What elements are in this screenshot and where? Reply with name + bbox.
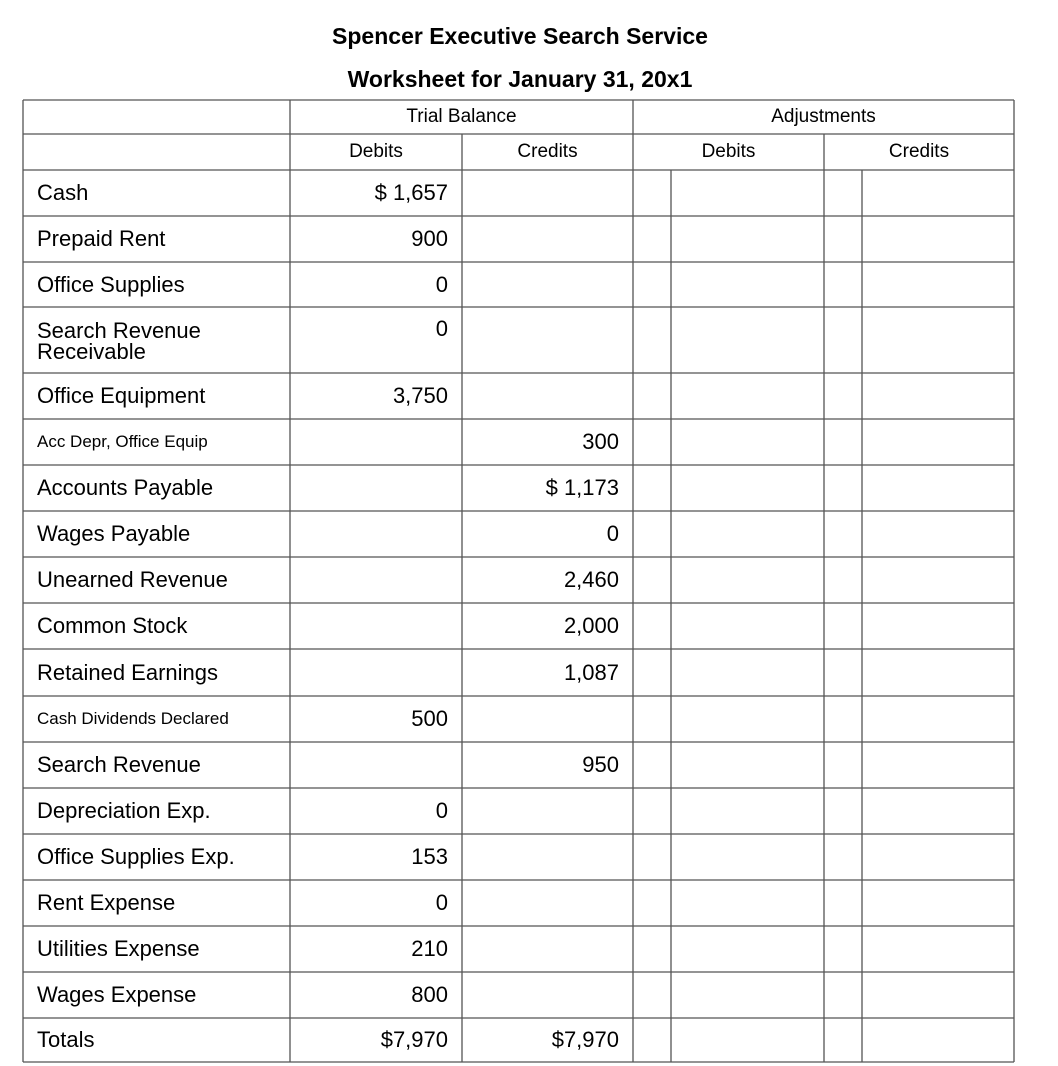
account-name: Search Revenue: [37, 752, 201, 777]
worksheet-subtitle: Worksheet for January 31, 20x1: [347, 66, 693, 92]
adj-credit-cell[interactable]: [862, 696, 1014, 742]
adj-credit-ref-cell[interactable]: [824, 373, 862, 419]
adj-credit-cell[interactable]: [862, 307, 1014, 373]
adj-credit-cell[interactable]: [862, 880, 1014, 926]
adj-credit-ref-cell[interactable]: [824, 696, 862, 742]
trial-balance-credit: [462, 170, 633, 216]
adj-debit-ref-cell[interactable]: [633, 262, 671, 307]
trial-balance-debit: 0: [435, 798, 448, 823]
adj-debit-cell[interactable]: [671, 696, 824, 742]
adj-debit-ref-cell[interactable]: [633, 926, 671, 972]
adj-credit-ref-cell[interactable]: [824, 511, 862, 557]
adj-debit-cell[interactable]: [671, 307, 824, 373]
adj-debit-cell[interactable]: [671, 465, 824, 511]
trial-balance-credit: [462, 373, 633, 419]
account-name: Cash: [37, 180, 89, 205]
adj-credit-cell[interactable]: [862, 419, 1014, 465]
trial-balance-debit: 153: [411, 844, 448, 869]
adj-credit-cell[interactable]: [862, 557, 1014, 603]
adj-debit-ref-cell[interactable]: [633, 465, 671, 511]
adj-debit-ref-cell[interactable]: [633, 834, 671, 880]
adj-credit-ref-cell[interactable]: [824, 216, 862, 262]
adj-credit-ref-cell[interactable]: [824, 557, 862, 603]
trial-balance-debit: [290, 603, 462, 649]
adj-credit-ref-cell[interactable]: [824, 262, 862, 307]
adj-debit-ref-cell[interactable]: [633, 603, 671, 649]
adj-debit-ref-cell[interactable]: [633, 307, 671, 373]
adj-debit-ref-cell[interactable]: [633, 557, 671, 603]
adj-credit-cell[interactable]: [862, 373, 1014, 419]
account-name: Wages Expense: [37, 982, 197, 1007]
adj-debit-cell[interactable]: [671, 603, 824, 649]
trial-balance-debit: $7,970: [380, 1027, 448, 1052]
adj-credit-cell[interactable]: [862, 972, 1014, 1018]
adj-credit-ref-cell[interactable]: [824, 880, 862, 926]
account-name: Prepaid Rent: [37, 226, 166, 251]
adj-credit-cell[interactable]: [862, 216, 1014, 262]
adj-credit-ref-cell[interactable]: [824, 465, 862, 511]
adj-debit-ref-cell[interactable]: [633, 373, 671, 419]
adj-debit-cell[interactable]: [671, 373, 824, 419]
adj-credit-ref-cell[interactable]: [824, 926, 862, 972]
account-name: Accounts Payable: [37, 475, 214, 500]
adj-debit-cell[interactable]: [671, 170, 824, 216]
adj-debit-cell[interactable]: [671, 216, 824, 262]
adj-debit-ref-cell[interactable]: [633, 742, 671, 788]
adj-credit-cell[interactable]: [862, 1018, 1014, 1062]
trial-balance-credit: $ 1,173: [545, 475, 619, 500]
adj-debit-ref-cell[interactable]: [633, 696, 671, 742]
trial-balance-credit: [462, 834, 633, 880]
adj-debit-ref-cell[interactable]: [633, 788, 671, 834]
adj-debit-ref-cell[interactable]: [633, 649, 671, 696]
trial-balance-credit: [462, 216, 633, 262]
adj-credits-header: Credits: [888, 141, 950, 162]
trial-balance-debit: 500: [411, 706, 448, 731]
trial-balance-credit: 2,000: [563, 613, 619, 638]
trial-balance-credit: 1,087: [563, 659, 619, 685]
adj-debit-cell[interactable]: [671, 880, 824, 926]
adj-debits-header: Debits: [701, 141, 756, 162]
adj-debit-cell[interactable]: [671, 1018, 824, 1062]
adj-debit-ref-cell[interactable]: [633, 972, 671, 1018]
adj-credit-ref-cell[interactable]: [824, 788, 862, 834]
trial-balance-debit: [290, 649, 462, 696]
worksheet-title: Spencer Executive Search Service: [332, 23, 708, 49]
adj-credit-ref-cell[interactable]: [824, 649, 862, 696]
adj-credit-ref-cell[interactable]: [824, 419, 862, 465]
adj-debit-ref-cell[interactable]: [633, 511, 671, 557]
trial-balance-debit: [290, 419, 462, 465]
adj-credit-cell[interactable]: [862, 603, 1014, 649]
adj-debit-cell[interactable]: [671, 972, 824, 1018]
adj-debit-cell[interactable]: [671, 262, 824, 307]
account-name: Totals: [37, 1027, 95, 1052]
adj-credit-ref-cell[interactable]: [824, 307, 862, 373]
trial-balance-debit: [290, 511, 462, 557]
adjustments-header: Adjustments: [771, 106, 876, 127]
adj-credit-ref-cell[interactable]: [824, 603, 862, 649]
adj-debit-cell[interactable]: [671, 649, 824, 696]
trial-balance-debit: [290, 742, 462, 788]
account-name: Office Supplies: [37, 271, 185, 297]
adj-debit-ref-cell[interactable]: [633, 1018, 671, 1062]
account-name: Office Supplies Exp.: [37, 844, 235, 869]
adj-credit-ref-cell[interactable]: [824, 972, 862, 1018]
adj-debit-ref-cell[interactable]: [633, 419, 671, 465]
trial-balance-credit: 0: [606, 521, 619, 546]
adj-debit-cell[interactable]: [671, 511, 824, 557]
tb-credits-header: Credits: [517, 141, 578, 162]
adj-debit-ref-cell[interactable]: [633, 216, 671, 262]
trial-balance-debit: $ 1,657: [374, 180, 448, 205]
account-name: Rent Expense: [37, 890, 176, 915]
trial-balance-debit: 800: [411, 982, 448, 1007]
account-name: Retained Earnings: [37, 659, 219, 685]
trial-balance-debit: 0: [435, 890, 448, 915]
trial-balance-credit: 2,460: [563, 567, 619, 592]
trial-balance-credit: [462, 307, 633, 373]
trial-balance-credit: [462, 262, 633, 307]
trial-balance-header: Trial Balance: [406, 106, 517, 127]
trial-balance-debit: 210: [411, 936, 448, 961]
account-name: Wages Payable: [37, 521, 191, 546]
adj-debit-cell[interactable]: [671, 742, 824, 788]
adj-credit-ref-cell[interactable]: [824, 834, 862, 880]
account-name: Depreciation Exp.: [37, 798, 211, 823]
trial-balance-credit: [462, 880, 633, 926]
adj-debit-cell[interactable]: [671, 788, 824, 834]
trial-balance-credit: [462, 972, 633, 1018]
trial-balance-debit: 3,750: [392, 383, 448, 408]
adj-credit-cell[interactable]: [862, 742, 1014, 788]
trial-balance-debit: [290, 557, 462, 603]
trial-balance-debit: 900: [411, 226, 448, 251]
adj-debit-cell[interactable]: [671, 834, 824, 880]
account-name: Acc Depr, Office Equip: [37, 432, 208, 451]
trial-balance-debit: 0: [435, 271, 448, 297]
trial-balance-credit: [462, 696, 633, 742]
adj-credit-cell[interactable]: [862, 788, 1014, 834]
adj-credit-cell[interactable]: [862, 262, 1014, 307]
trial-balance-credit: $7,970: [551, 1027, 619, 1052]
adj-credit-cell[interactable]: [862, 649, 1014, 696]
adj-debit-ref-cell[interactable]: [633, 880, 671, 926]
adj-debit-ref-cell[interactable]: [633, 170, 671, 216]
account-name: Utilities Expense: [37, 936, 200, 961]
trial-balance-debit: 0: [435, 316, 448, 341]
adj-credit-cell[interactable]: [862, 465, 1014, 511]
adj-credit-cell[interactable]: [862, 511, 1014, 557]
adj-debit-cell[interactable]: [671, 926, 824, 972]
tb-debits-header: Debits: [349, 141, 403, 162]
account-name: Unearned Revenue: [37, 567, 228, 592]
adj-credit-ref-cell[interactable]: [824, 742, 862, 788]
trial-balance-credit: 300: [582, 429, 619, 454]
trial-balance-debit: [290, 465, 462, 511]
adj-credit-cell[interactable]: [862, 170, 1014, 216]
trial-balance-credit: [462, 926, 633, 972]
adj-credit-ref-cell[interactable]: [824, 1018, 862, 1062]
account-name: Cash Dividends Declared: [37, 709, 229, 728]
trial-balance-credit: 950: [582, 752, 619, 777]
account-name: Search Revenue Receivable: [37, 318, 201, 364]
account-name: Office Equipment: [37, 383, 206, 408]
account-name: Common Stock: [37, 613, 188, 638]
adj-credit-cell[interactable]: [862, 834, 1014, 880]
adj-credit-ref-cell[interactable]: [824, 170, 862, 216]
adj-debit-cell[interactable]: [671, 557, 824, 603]
adj-debit-cell[interactable]: [671, 419, 824, 465]
trial-balance-credit: [462, 788, 633, 834]
adj-credit-cell[interactable]: [862, 926, 1014, 972]
